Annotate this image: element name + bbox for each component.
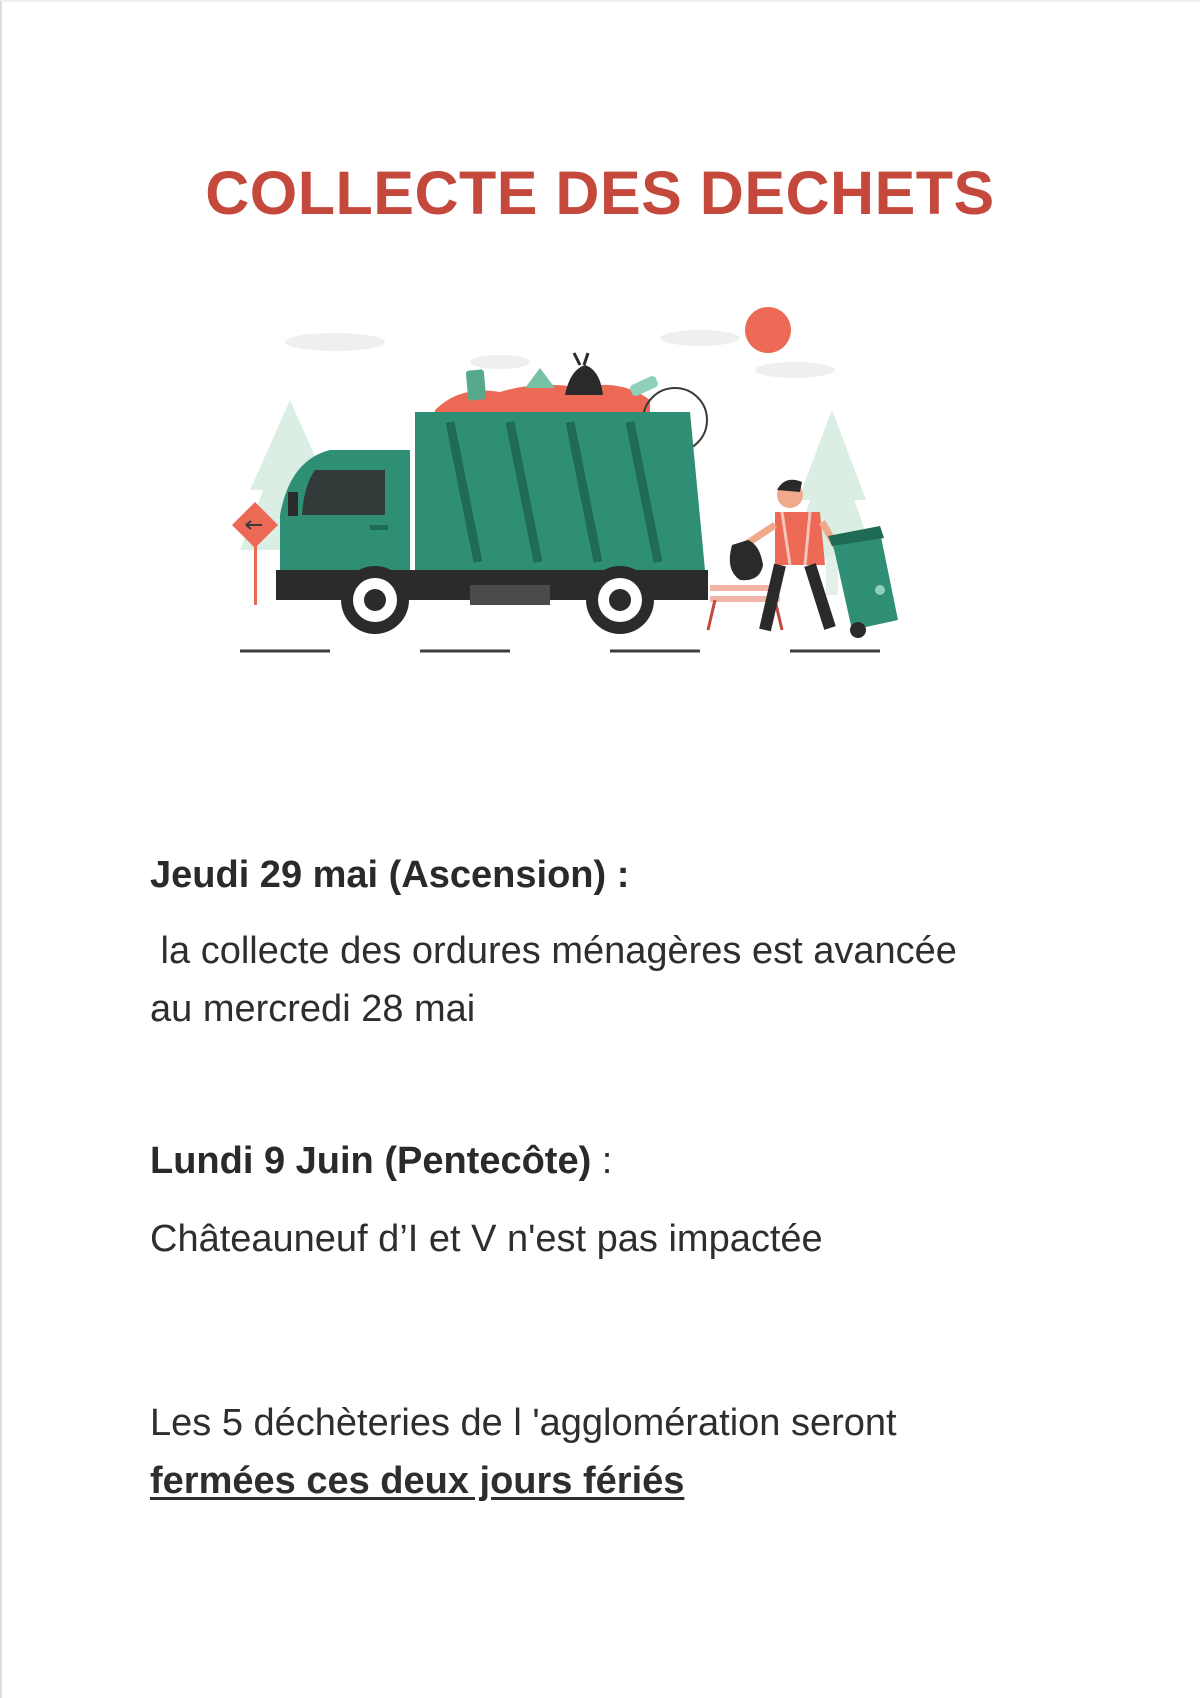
section-decheteries [150,1394,1110,1510]
heading-ascension: Jeudi 29 mai (Ascension) : [150,854,630,896]
decheteries-line-2 [150,1452,1110,1510]
garbage-truck-icon [276,353,708,634]
sun-icon [745,307,791,353]
heading-pentecote-text: Lundi 9 Juin (Pentecôte) [150,1140,592,1182]
ascension-line-2: au mercredi 28 mai [150,988,476,1030]
page-title: COLLECTE DES DECHETS [205,159,995,227]
section-ascension [150,854,1110,897]
garbage-truck-illustration [220,300,980,720]
decheteries-line-1: Les 5 déchèteries de l 'agglomération seront [150,1402,897,1444]
heading-pentecote [150,1140,1110,1183]
section-pentecote-body [150,1210,1110,1268]
heading-pentecote-colon: : [591,1140,613,1182]
pentecote-line-1: Châteauneuf d’I et V n'est pas impactée [150,1218,823,1260]
decheteries-emphasis: fermées ces deux jours fériés [150,1460,685,1502]
section-ascension-body [150,922,1110,1038]
wheelie-bin-icon [828,526,898,638]
ascension-line-1: la collecte des ordures ménagères est avancée [150,930,957,972]
section-pentecote [150,1140,1110,1183]
